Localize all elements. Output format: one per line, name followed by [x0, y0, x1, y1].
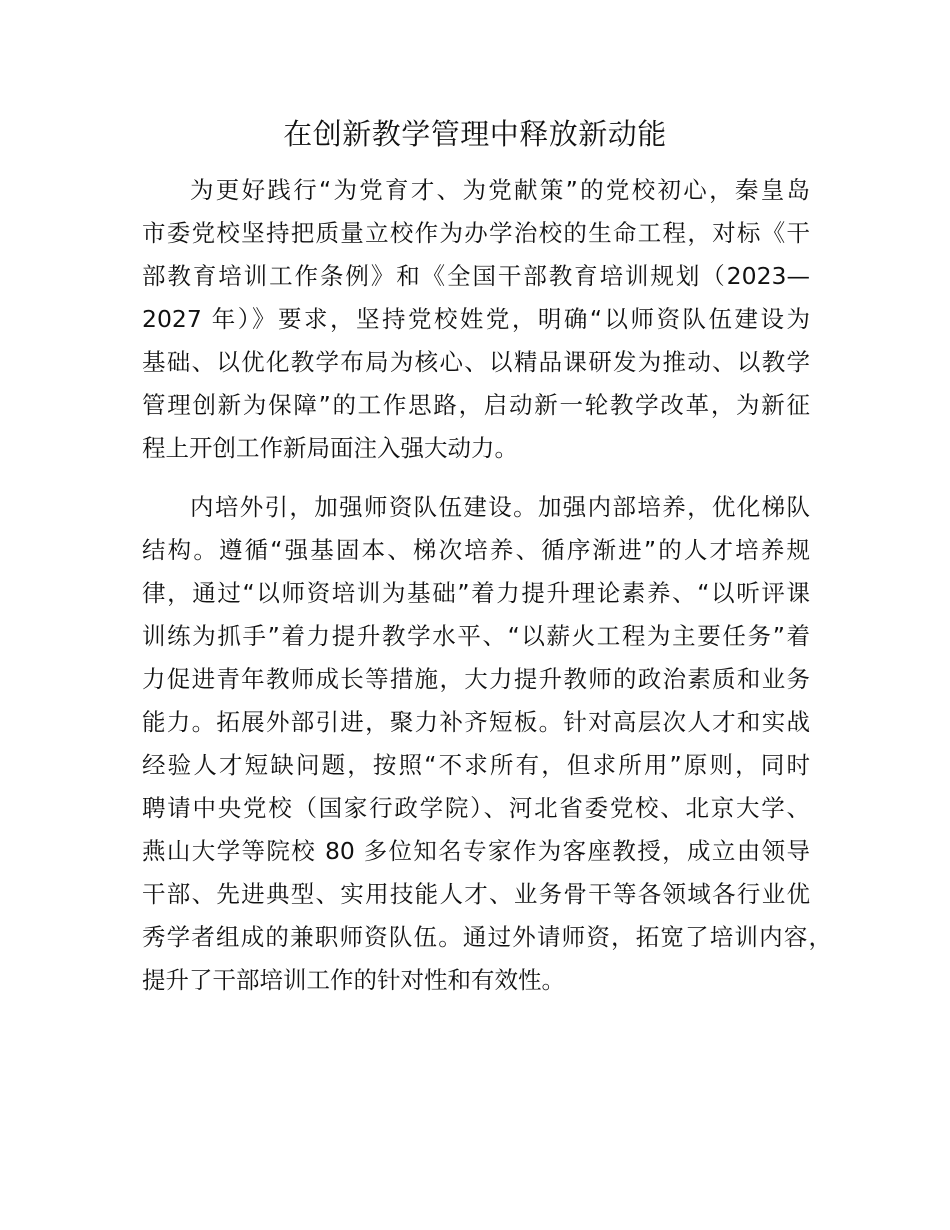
paragraph-line: 聘请中央党校（国家行政学院）、河北省委党校、北京大学、 [142, 794, 810, 822]
paragraph-line: 管理创新为保障”的工作思路，启动新一轮教学改革，为新征 [142, 391, 810, 419]
paragraph-1 [142, 169, 810, 470]
paragraph-line: 能力。拓展外部引进，聚力补齐短板。针对高层次人才和实战 [142, 708, 810, 736]
paragraph-line: 结构。遵循“强基固本、梯次培养、循序渐进”的人才培养规 [142, 536, 810, 564]
paragraph-line: 干部、先进典型、实用技能人才、业务骨干等各领域各行业优 [142, 880, 810, 908]
paragraph-line: 部教育培训工作条例》和《全国干部教育培训规划（2023— [142, 262, 810, 290]
paragraph-line: 训练为抓手”着力提升教学水平、“以薪火工程为主要任务”着 [142, 622, 810, 650]
paragraph-line: 程上开创工作新局面注入强大动力。 [142, 434, 518, 462]
document-title: 在创新教学管理中释放新动能 [283, 117, 667, 151]
paragraph-line: 基础、以优化教学布局为核心、以精品课研发为推动、以教学 [142, 348, 810, 376]
paragraph-line: 经验人才短缺问题，按照“不求所有，但求所用”原则，同时 [142, 751, 810, 779]
paragraph-2 [142, 486, 832, 1002]
paragraph-line: 律，通过“以师资培训为基础”着力提升理论素养、“以听评课 [142, 579, 810, 607]
paragraph-line: 燕山大学等院校 80 多位知名专家作为客座教授，成立由领导 [142, 837, 810, 865]
paragraph-line: 为更好践行“为党育才、为党献策”的党校初心，秦皇岛 [190, 176, 810, 204]
paragraph-line: 力促进青年教师成长等措施，大力提升教师的政治素质和业务 [142, 665, 810, 693]
paragraph-line: 2027 年）》要求，坚持党校姓党，明确“以师资队伍建设为 [142, 305, 810, 333]
paragraph-line: 内培外引，加强师资队伍建设。加强内部培养，优化梯队 [190, 493, 810, 521]
paragraph-line: 市委党校坚持把质量立校作为办学治校的生命工程，对标《干 [142, 219, 810, 247]
paragraph-line: 秀学者组成的兼职师资队伍。通过外请师资，拓宽了培训内容， [142, 923, 832, 951]
paragraph-line: 提升了干部培训工作的针对性和有效性。 [142, 966, 565, 994]
